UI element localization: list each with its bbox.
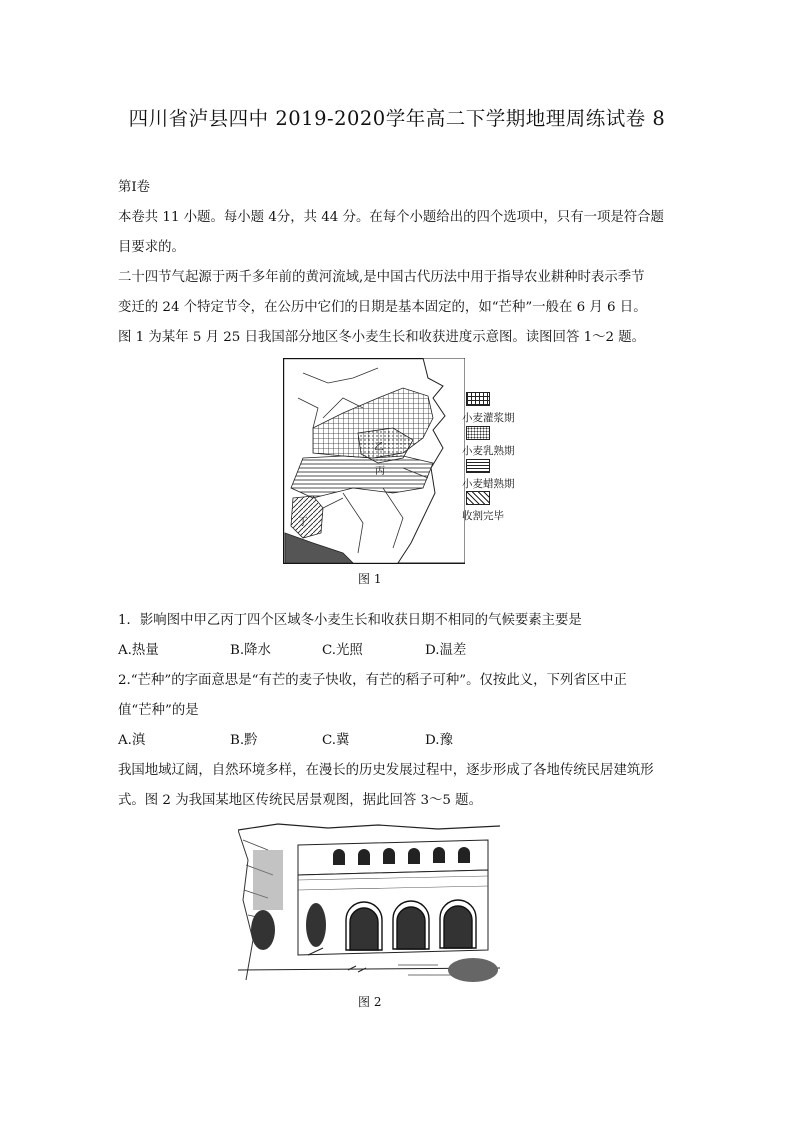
intro-line-1: 本卷共 11 小题。每小题 4分，共 44 分。在每个小题给出的四个选项中，只有一项是符合题 [118, 210, 664, 225]
legend-label-2: 小麦乳熟期 [462, 445, 515, 457]
q2-option-a: A.滇 [118, 733, 146, 748]
figure2-illustration [238, 820, 500, 988]
q1-option-d: D.温差 [425, 643, 467, 658]
page-title: 四川省泸县四中 2019-2020学年高二下学期地理周练试卷 8 [128, 107, 666, 130]
legend-swatch-lines [466, 459, 490, 473]
region-label-bing: 丙 [375, 466, 385, 477]
q2-option-c: C.冀 [322, 733, 350, 748]
q1-stem: 1．影响图中甲乙丙丁四个区域冬小麦生长和收获日期不相同的气候要素主要是 [118, 613, 582, 628]
legend-label-4: 收割完毕 [462, 510, 504, 522]
legend-swatch-diag [466, 491, 490, 505]
q2-option-d: D.豫 [425, 733, 453, 748]
q1-option-a: A.热量 [118, 643, 159, 658]
region-label-yi: 乙 [374, 442, 384, 453]
q2-option-b: B.黔 [230, 733, 258, 748]
figure1-map [283, 358, 465, 564]
legend-label-3: 小麦蜡熟期 [462, 478, 515, 490]
legend-swatch-grid [466, 392, 490, 406]
passage1-line-1: 二十四节气起源于两千多年前的黄河流域,是中国古代历法中用于指导农业耕种时表示季节 [118, 270, 645, 285]
passage1-line-3: 图 1 为某年 5 月 25 日我国部分地区冬小麦生长和收获进度示意图。读图回答 1～2 题。 [118, 330, 646, 345]
figure1-caption: 图 1 [358, 572, 382, 586]
section-label: 第Ⅰ卷 [118, 180, 151, 195]
q2-stem-line-1: 2.“芒种”的字面意思是“有芒的麦子快收，有芒的稻子可种”。仅按此义，下列省区中正 [118, 673, 627, 688]
q2-stem-line-2: 值“芒种”的是 [118, 703, 199, 718]
passage2-line-1: 我国地域辽阔，自然环境多样，在漫长的历史发展过程中，逐步形成了各地传统民居建筑形 [118, 763, 654, 778]
figure2-caption: 图 2 [358, 995, 382, 1009]
legend-label-1: 小麦灌浆期 [462, 412, 515, 424]
passage2-line-2: 式。图 2 为我国某地区传统民居景观图，据此回答 3～5 题。 [118, 793, 482, 808]
region-label-ding: 丁 [298, 517, 308, 528]
legend-swatch-dots [466, 426, 490, 440]
q1-option-b: B.降水 [230, 643, 271, 658]
passage1-line-2: 变迁的 24 个特定节令，在公历中它们的日期是基本固定的，如“芒种”一般在 6 月 6 日。 [118, 300, 647, 315]
intro-line-2: 目要求的。 [118, 240, 185, 255]
q1-option-c: C.光照 [322, 643, 363, 658]
